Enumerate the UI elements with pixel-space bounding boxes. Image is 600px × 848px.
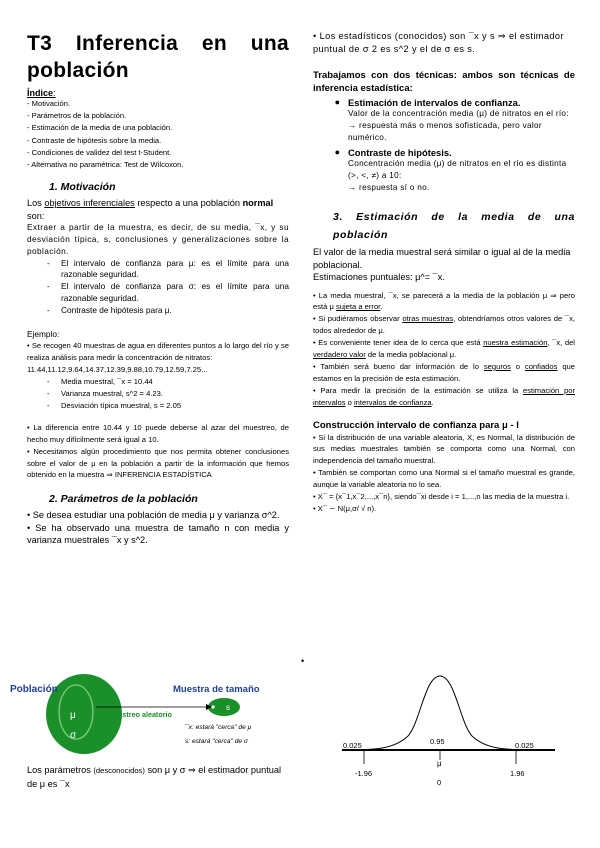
technique-2-text: Concentración media (μ) de nitratos en el río es distinta (>, <, ≠) a 10:: [348, 159, 567, 180]
section-1-bullet: • La diferencia entre 10.44 y 10 puede deberse al azar del muestreo, de hecho muy difícilmente será igual a 10.: [27, 422, 289, 444]
section-1-intro: Los objetivos inferenciales respecto a una población normal son:: [27, 198, 274, 221]
index-item: - Estimación de la media de una población.: [27, 123, 173, 133]
index-item: - Motivación.: [27, 99, 71, 108]
section-2-bullet: • Se desea estudiar una población de media μ y varianza σ^2.: [27, 510, 280, 521]
section-2-heading: 2. Parámetros de la población: [49, 493, 198, 506]
technique-1-text: Valor de la concentración media (μ) de nitratos en el río:: [348, 109, 569, 118]
section-1-dashes: - El intervalo de confianza para μ: es el límite para una razonable seguridad. - El intervalo de confianza para σ: es el límite para una razonable seguridad. - Contraste de hipótesis para μ.: [47, 257, 289, 315]
index-item: - Alternativa no paramétrica: Test de Wilcoxon.: [27, 160, 184, 170]
index-heading: Índice:: [27, 88, 56, 98]
section-3-bullet: • Es conveniente tener idea de lo cerca que está nuestra estimación, ¯x, del verdadero valor de la media poblacional μ.: [313, 338, 575, 360]
left-area-label: 0.025: [343, 741, 362, 750]
left-column: [27, 30, 289, 547]
tecnicas-heading: Trabajamos con dos técnicas: ambos son técnicas de inferencia estadística:: [313, 70, 575, 94]
section-3-bullet: • Para medir la precisión de la estimación se utiliza la estimación por intervalos o intervalos de confianza.: [313, 385, 575, 407]
muestreo-label: Muestreo aleatorio: [108, 710, 172, 719]
muestra-label: Muestra de tamaño: [173, 684, 260, 695]
stray-bullet: •: [301, 656, 305, 666]
section-2-bullet: • Se ha observado una muestra de tamaño n con media y varianza muestrales ¯x y s^2.: [27, 522, 289, 546]
index-item: - Parámetros de la población.: [27, 111, 127, 121]
ci-bullet: • X¯ = {x¯1,x¯2,...,x¯n}, siendo¯xi desde i = 1,...,n las media de la muestra i.: [313, 492, 570, 502]
ci-bullet: • Si la distribución de una variable aleatoria, X, es Normal, la distribución de sus medias muestrales también se comporta como una Normal, con independencia del tamaño muestral.: [313, 432, 575, 466]
section-3-p1: El valor de la media muestral será similar o igual al de la media poblacional.: [313, 247, 571, 270]
left-z-label: -1.96: [355, 769, 373, 778]
technique-1-title: Estimación de intervalos de confianza.: [348, 97, 521, 108]
estadisticos-bullet: • Los estadísticos (conocidos) son ¯x y s ⇒ el estimador puntual de σ 2 es s^2 y el de σ es s.: [313, 31, 564, 54]
section-3-bullet: • La media muestral, ¯x, se parecerá a la media de la población μ ⇒ pero está μ sujeta a error.: [313, 290, 575, 312]
section-3-bullet: • También será bueno dar información de lo seguros o confiados que estamos en la precisión de esta estimación.: [313, 361, 575, 383]
index-item: - Contraste de hipótesis sobre la media.: [27, 135, 162, 145]
normal-curve-figure: [340, 668, 570, 790]
ejemplo-values: 11.44,11.12,9.64,14.37,12.39,9.88,10.79,12.59,7.25...: [27, 365, 208, 375]
technique-2-arrow: → respuesta sí o no.: [348, 183, 430, 192]
technique-2-title: Contraste de hipótesis.: [348, 147, 452, 158]
section-3-heading: 3. Estimación de la media de una población: [333, 211, 575, 241]
sigma-symbol: σ: [70, 730, 77, 741]
mu-label: μ: [437, 759, 442, 768]
ci-heading: Construcción intervalo de confianza para μ - I: [313, 419, 519, 431]
mu-symbol: μ: [70, 710, 76, 721]
page-title: T3 Inferencia en una población: [27, 32, 289, 82]
s-symbol: s: [226, 703, 230, 712]
technique-1-arrow: → respuesta más o menos sofisticada, pero valor numérico.: [348, 121, 542, 142]
right-column: • Los estadísticos (conocidos) son ¯x y s ⇒ el estimador puntual de σ 2 es s^2 y el de σ es s. Trabajamos con dos técnicas: ambos son técnicas de inferencia estadística: ● Estimación de intervalos de confianza. Valor de la concentración media (μ) de nitratos en el río: → respuesta más o menos sofisticada, pero valor numérico. ● Contraste de hipótesis. Concentración media (μ) de nitratos en el río es distinta (>, <, ≠) a 10: → respuesta sí o no. 3. Estimación de la media de una población El valor de la media muestral será similar o igual al de la media poblacional. Estimaciones puntuales: μ^= ¯x. • La media muestral, ¯x, se parecerá a la media de la población μ ⇒ pero está μ sujeta a error. • Si pudiéramos observar otras muestras, obtendríamos otros valores de ¯x, todos alrededor de μ. • Es conveniente tener idea de lo cerca que está nuestra estimación, ¯x, del verdadero valor de la media poblacional μ. • También será bueno dar información de lo seguros o confiados que estamos en la precisión de esta estimación. • Para medir la precisión de la estimación se utiliza la estimación por intervalos o intervalos de confianza. Construcción intervalo de confianza para μ - I • Si la distribución de una variable aleatoria, X, es Normal, la distribución de sus medias muestrales también se comporta como una Normal, con independencia del tamaño muestral. • También se comportan como una Normal si el tamaño muestral es grande, aunque la variable aleatoria no lo sea. • X¯ = {x¯1,x¯2,...,x¯n}, siendo¯xi desde i = 1,...,n las media de la muestra i. • X¯ ∼ N(μ,σ/ √ n).: [313, 31, 575, 513]
section-3-p2: Estimaciones puntuales: μ^= ¯x.: [313, 272, 445, 282]
center-area-label: 0.95: [430, 737, 445, 746]
zero-label: 0: [437, 778, 442, 787]
ci-bullet: • También se comportan como una Normal si el tamaño muestral es grande, aunque la variable aleatoria no lo sea.: [313, 468, 575, 490]
section-1-para: Extraer a partir de la muestra, es decir, de su media, ¯x, y su desviación típica, s, conclusiones y generalizaciones sobre la población.: [27, 222, 289, 256]
index-item: - Condiciones de validez del test t-Student.: [27, 147, 172, 157]
section-1-heading: 1. Motivación: [49, 181, 116, 194]
poblacion-label: Población: [10, 684, 58, 695]
right-z-label: 1.96: [510, 769, 525, 778]
index-list: [27, 98, 289, 171]
ci-bullet: • X¯ ∼ N(μ,σ/ √ n).: [313, 504, 377, 513]
ejemplo-dashes: - Media muestral, ¯x = 10.44 - Varianza muestral, s^2 = 4.23. - Desviación típica muestral, s = 2.05: [47, 377, 182, 410]
note-xbar: ¯x: estará "cerca" de μ: [185, 724, 252, 731]
ejemplo-label: Ejemplo:: [27, 328, 60, 339]
note-s: s: estará "cerca" de σ: [185, 738, 248, 745]
section-3-bullet: • Si pudiéramos observar otras muestras, obtendríamos otros valores de ¯x, todos alrededor de μ.: [313, 314, 575, 336]
params-text: Los parámetros (desconocidos) son μ y σ ⇒ el estimador puntual de μ es ¯x: [27, 765, 282, 789]
population-diagram: [0, 672, 290, 762]
section-1-bullet: • Necesitamos algún procedimiento que nos permita obtener conclusiones sobre el valor de μ en la población a partir de la información que hemos obtenido en la muestra ⇒ INFERENCIA ESTADÍSTICA: [27, 446, 289, 480]
right-area-label: 0.025: [515, 741, 534, 750]
ejemplo-text: • Se recogen 40 muestras de agua en diferentes puntos a lo largo del río y se realiza análisis para medir la concentración de nitratos:: [27, 341, 289, 363]
